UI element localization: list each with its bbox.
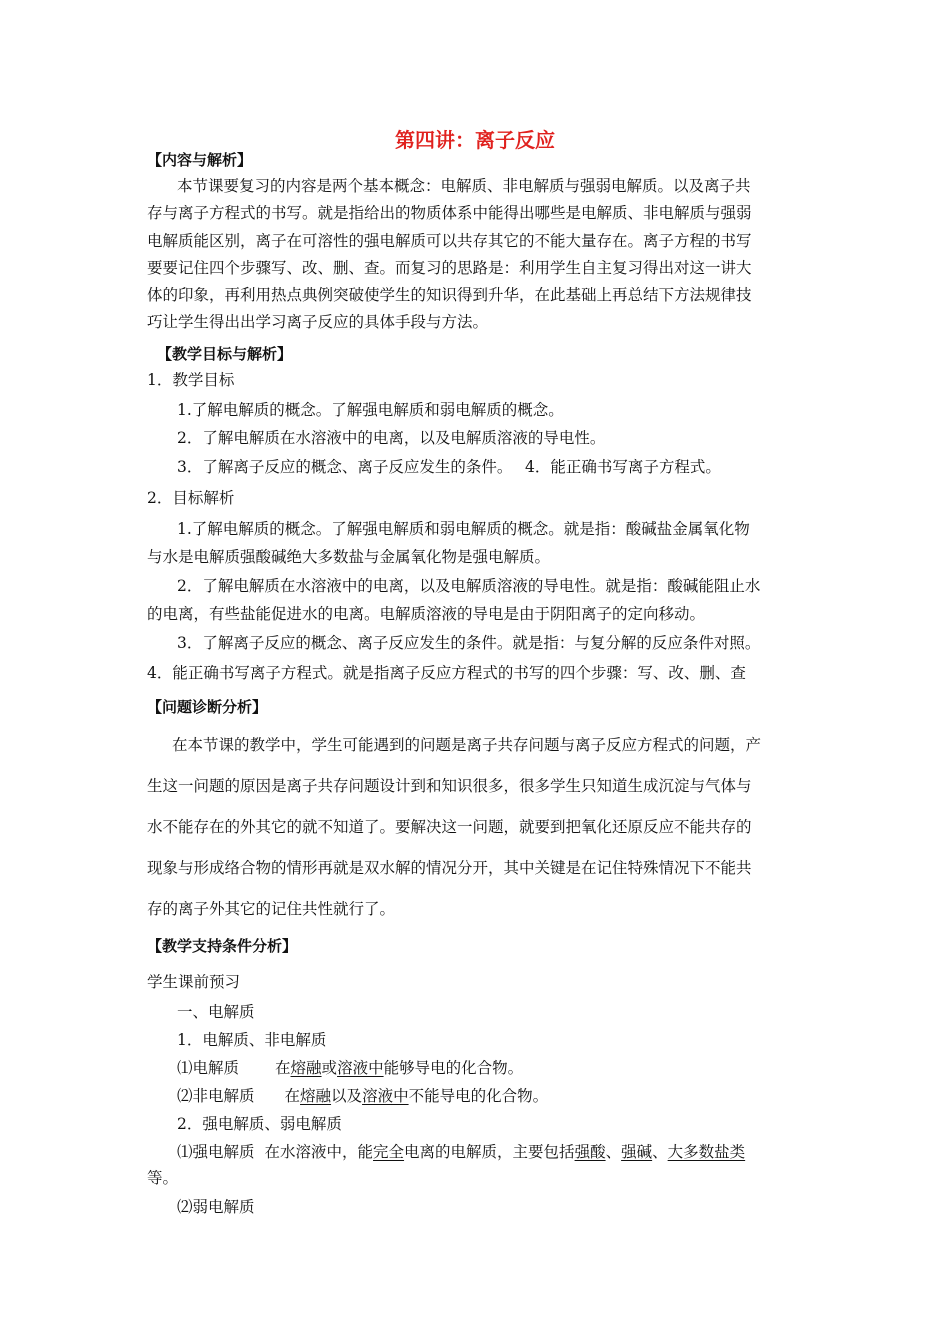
underlined-term: 熔融 xyxy=(300,1087,332,1105)
list-item: 2．强电解质、弱电解质 xyxy=(177,1115,342,1133)
definition-non-electrolyte: ⑵非电解质 在熔融以及溶液中不能导电的化合物。 xyxy=(177,1087,549,1105)
section-heading-support-conditions: 【教学支持条件分析】 xyxy=(147,937,298,955)
list-item: 1．电解质、非电解质 xyxy=(177,1031,327,1049)
subheading-electrolyte: 一、电解质 xyxy=(177,1003,255,1021)
underlined-term: 强碱 xyxy=(621,1143,653,1161)
paragraph-line: 本节课要复习的内容是两个基本概念：电解质、非电解质与强弱电解质。以及离子共 xyxy=(177,177,751,195)
definition-weak-electrolyte: ⑵弱电解质 xyxy=(177,1198,255,1216)
paragraph-line: 要要记住四个步骤写、改、删、查。而复习的思路是：利用学生自主复习得出对这一讲大 xyxy=(147,259,752,277)
paragraph-line: 巧让学生得出出学习离子反应的具体手段与方法。 xyxy=(147,313,489,331)
paragraph-line: 水不能存在的外其它的就不知道了。要解决这一问题，就要到把氧化还原反应不能共存的 xyxy=(147,818,752,836)
section-heading-teaching-goals: 【教学目标与解析】 xyxy=(157,345,293,363)
underlined-term: 溶液中 xyxy=(337,1059,384,1077)
definition-electrolyte: ⑴电解质 在熔融或溶液中能够导电的化合物。 xyxy=(177,1059,524,1077)
list-item: 4．能正确书写离子方程式。就是指离子反应方程式的书写的四个步骤：写、改、删、查 xyxy=(147,664,746,682)
list-item: 1.了解电解质的概念。了解强电解质和弱电解质的概念。 xyxy=(177,401,564,419)
definition-strong-electrolyte: ⑴强电解质 在水溶液中，能完全电离的电解质，主要包括强酸、强碱、大多数盐类 xyxy=(177,1143,746,1161)
paragraph-line: 生这一问题的原因是离子共存问题设计到和知识很多，很多学生只知道生成沉淀与气体与 xyxy=(147,777,752,795)
list-item: 2．了解电解质在水溶液中的电离，以及电解质溶液的导电性。 xyxy=(177,429,606,447)
page-title: 第四讲：离子反应 xyxy=(395,128,555,152)
underlined-term: 溶液中 xyxy=(362,1087,409,1105)
underlined-term: 强酸 xyxy=(574,1143,606,1161)
paragraph-line: 存与离子方程式的书写。就是指给出的物质体系中能得出哪些是电解质、非电解质与强弱 xyxy=(147,204,752,222)
paragraph-line: 存的离子外其它的记住共性就行了。 xyxy=(147,900,396,918)
section-heading-problem-diagnosis: 【问题诊断分析】 xyxy=(147,698,268,716)
paragraph-line: 等。 xyxy=(147,1169,179,1187)
term-label: ⑴电解质 xyxy=(177,1059,240,1077)
term-label: ⑴强电解质 xyxy=(177,1143,255,1161)
term-label: ⑵非电解质 xyxy=(177,1087,255,1105)
paragraph-line: 现象与形成络合物的情形再就是双水解的情况分开，其中关键是在记住特殊情况下不能共 xyxy=(147,859,752,877)
paragraph-line: 电解质能区别，离子在可溶性的强电解质可以共存其它的不能大量存在。离子方程的书写 xyxy=(147,232,752,250)
list-item: 2．目标解析 xyxy=(147,489,235,507)
underlined-term: 大多数盐类 xyxy=(667,1143,746,1161)
paragraph-line: 体的印象，再利用热点典例突破使学生的知识得到升华，在此基础上再总结下方法规律技 xyxy=(147,286,752,304)
list-item: 与水是电解质强酸碱绝大多数盐与金属氧化物是强电解质。 xyxy=(147,548,551,566)
underlined-term: 熔融 xyxy=(290,1059,322,1077)
list-item: 3．了解离子反应的概念、离子反应发生的条件。就是指：与复分解的反应条件对照。 xyxy=(177,634,761,652)
paragraph-line: 在本节课的教学中，学生可能遇到的问题是离子共存问题与离子反应方程式的问题，产 xyxy=(172,736,762,754)
list-item: 2．了解电解质在水溶液中的电离，以及电解质溶液的导电性。就是指：酸碱能阻止水 xyxy=(177,577,761,595)
subheading-preview: 学生课前预习 xyxy=(147,973,241,991)
list-item: 的电离，有些盐能促进水的电离。电解质溶液的导电是由于阴阳离子的定向移动。 xyxy=(147,605,706,623)
list-item: 1.了解电解质的概念。了解强电解质和弱电解质的概念。就是指：酸碱盐金属氧化物 xyxy=(177,520,750,538)
section-heading-content-analysis: 【内容与解析】 xyxy=(147,151,253,169)
list-item: 1．教学目标 xyxy=(147,371,235,389)
list-item: 3．了解离子反应的概念、离子反应发生的条件。 4．能正确书写离子方程式。 xyxy=(177,458,721,476)
underlined-term: 完全 xyxy=(373,1143,405,1161)
